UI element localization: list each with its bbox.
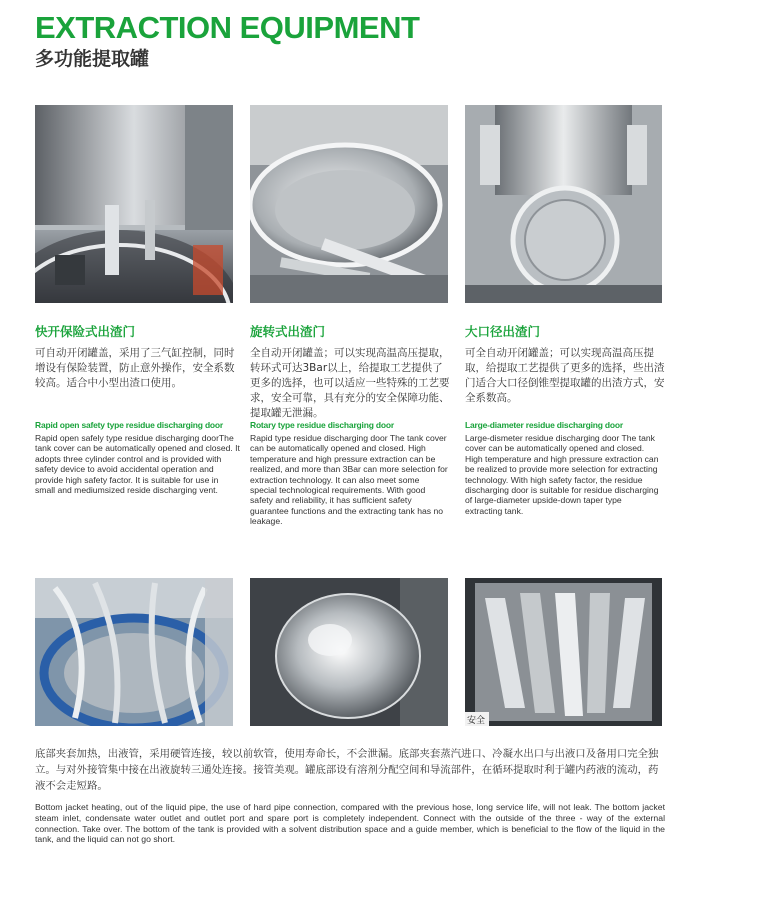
section-body-en: Rapid type residue discharging door The tank cover can be automatically opened and closed. High temperature and high pressure extraction can be realized, and more than 3Bar can more selection for extraction technology. It can also meet some special technological requirements. With good safety and reliability, it has sufficient safety guarantee functions and the extracting tank has no leakage. [250,433,448,527]
section-heading-en: Large-diameter residue discharging door [465,420,623,430]
section-body-cn: 可全自动开闭罐盖；可以实现高温高压提取，给提取工艺提供了更多的选择，些出渣门适合大口径倒锥型提取罐的出渣方式，安全系数高。 [465,347,665,404]
quick-open-door-photo [35,105,233,303]
tank-bottom-dome-photo [250,578,448,726]
rotary-door-section-en [250,420,455,527]
rotary-door-photo [250,105,448,303]
section-heading-cn: 快开保险式出渣门 [35,324,136,339]
section-heading-en: Rapid open safety type residue discharging door [35,420,224,430]
section-heading-cn: 大口径出渣门 [465,324,541,339]
section-body-cn: 全自动开闭罐盖；可以实现高温高压提取，转环式可达3Bar以上，给提取工艺提供了更多的选择，也可以适应一些特殊的工艺要求，安全可靠，具有充分的安全保障功能、提取罐无泄漏。 [250,347,450,419]
quick-open-door-section-en [35,420,240,495]
large-diameter-door-photo [465,105,662,303]
section-heading-cn: 旋转式出渣门 [250,324,326,339]
rotary-door-section [250,322,475,421]
safety-label: 安全 [467,716,486,726]
bottom-description-en: Bottom jacket heating, out of the liquid pipe, the use of hard pipe connection, compared with the previous hose, long service life, will not leak. The bottom jacket steam inlet, condensate water outlet and outlet port and spare port is completely independent. Connect with the outside of the three - way of the external connection. Take over. The bottom of the tank is provided with a solvent distribution space and a guide member, which is beneficial to the flow of the liquid in the tank, and the liquid can not go short. [35,802,665,845]
large-diameter-door-section-en [465,420,665,516]
page-subtitle: 多功能提取罐 [35,48,150,70]
page-title: EXTRACTION EQUIPMENT [35,10,420,45]
section-body-en: Large-dismeter residue discharging door The tank cover can be automatically opened and closed. High temperature and high pressure extraction can be realized to provide more selection for extracting technology. With high safety factor, the residue discharging door is suitable for residue discharging of large-diameter upside-down taper type extracting tank. [465,433,659,516]
large-diameter-door-section [465,322,665,406]
section-body-en: Rapid open safely type residue discharging doorThe tank cover can be automatically opened and closed. It adopts three cylinder control and is provided with safety device to avoid accidental operation and provide high safety factor. It is suitable for use in small and mediumsized reside discharging vent. [35,433,240,496]
jacket-piping-photo [35,578,233,726]
quick-open-door-section [35,322,240,391]
section-body-cn: 可自动开闭罐盖，采用了三气缸控制，同时增设有保险装置，防止意外操作，安全系数较高。适合中小型出渣口使用。 [35,347,235,389]
guide-vanes-photo [465,578,662,726]
section-heading-en: Rotary type residue discharging door [250,420,394,430]
bottom-description-cn: 底部夹套加热，出液管，采用硬管连接，较以前软管，使用寿命长，不会泄漏。底部夹套蒸汽进口、冷凝水出口与出液口及备用口完全独立。与对外接管集中接在出液旋转三通处连接。接管美观。罐底部设有溶剂分配空间和导流部件，在循环提取时利于罐内药液的流动，药液不会走短路。 [35,748,659,792]
